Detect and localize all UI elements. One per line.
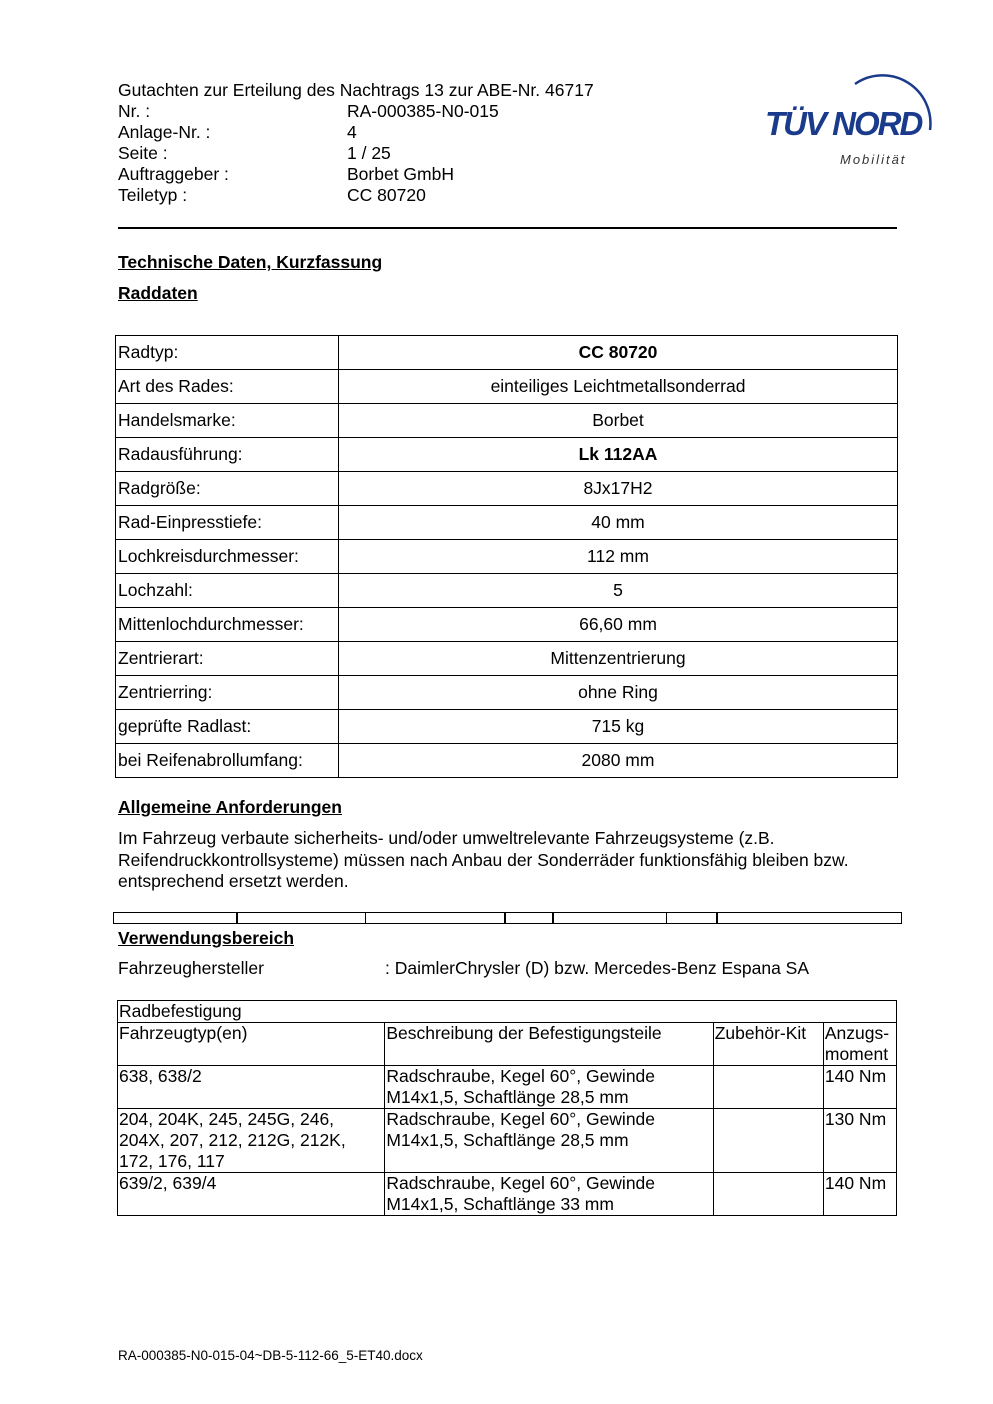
table-title-row (118, 1001, 897, 1023)
header-label: Teiletyp : (118, 185, 188, 205)
header-value: RA-000385-N0-015 (347, 101, 499, 121)
cell-torque: 140 Nm (823, 1173, 896, 1216)
column-header: Anzugs-moment (823, 1023, 896, 1066)
row-value: einteiliges Leichtmetallsonderrad (339, 370, 898, 404)
table-row (116, 336, 898, 370)
row-label: Art des Rades: (116, 370, 339, 404)
cell-kit (713, 1173, 823, 1216)
header-row-teiletyp (118, 185, 658, 206)
column-header: Fahrzeugtyp(en) (118, 1023, 385, 1066)
logo-wordmark: TÜV NORD (765, 105, 922, 142)
table-row (116, 574, 898, 608)
section-verwendungsbereich: Verwendungsbereich (118, 928, 295, 948)
strip-tick (365, 913, 366, 923)
row-label: Zentrierring: (116, 676, 339, 710)
strip-tick (552, 913, 554, 923)
document-title: Gutachten zur Erteilung des Nachtrags 13 zur ABE-Nr. 46717 (118, 80, 594, 100)
row-value: 40 mm (339, 506, 898, 540)
cell-kit (713, 1109, 823, 1173)
cell-torque: 140 Nm (823, 1066, 896, 1109)
row-value: CC 80720 (339, 336, 898, 370)
radbefestigung-table (117, 1000, 897, 1216)
fahrzeughersteller-row (118, 958, 809, 979)
strip-tick (716, 913, 718, 923)
header-label: Auftraggeber : (118, 164, 229, 184)
section-allgemeine-anforderungen: Allgemeine Anforderungen (118, 797, 342, 817)
row-label: Mittenlochdurchmesser: (116, 608, 339, 642)
wheel-data-table (115, 335, 898, 778)
fahrzeughersteller-value: : DaimlerChrysler (D) bzw. Mercedes-Benz Espana SA (385, 958, 810, 978)
table-row (116, 540, 898, 574)
table-title: Radbefestigung (118, 1001, 897, 1023)
row-value: Borbet (339, 404, 898, 438)
table-row (118, 1066, 897, 1109)
table-row (116, 710, 898, 744)
cell-description: Radschraube, Kegel 60°, Gewinde M14x1,5, Schaftlänge 33 mm (385, 1173, 713, 1216)
footer-filename: RA-000385-N0-015-04~DB-5-112-66_5-ET40.docx (118, 1348, 423, 1363)
header-row-nr (118, 101, 658, 122)
table-row (118, 1109, 897, 1173)
header-value: CC 80720 (347, 185, 426, 205)
row-value: 66,60 mm (339, 608, 898, 642)
table-row (116, 744, 898, 778)
table-row (116, 438, 898, 472)
header-label: Seite : (118, 143, 168, 163)
table-row (116, 608, 898, 642)
table-row (116, 676, 898, 710)
row-value: Mittenzentrierung (339, 642, 898, 676)
row-value: 2080 mm (339, 744, 898, 778)
row-label: geprüfte Radlast: (116, 710, 339, 744)
section-technische-daten: Technische Daten, Kurzfassung (118, 252, 383, 272)
logo-subtitle: Mobilität (840, 152, 907, 167)
table-row (116, 506, 898, 540)
cell-types: 639/2, 639/4 (118, 1173, 385, 1216)
header-row-auftraggeber (118, 164, 658, 185)
strip-tick (666, 913, 667, 923)
separator-strip (113, 912, 902, 924)
row-label: Lochzahl: (116, 574, 339, 608)
cell-kit (713, 1066, 823, 1109)
allgemeine-paragraph: Im Fahrzeug verbaute sicherheits- und/oder umweltrelevante Fahrzeugsysteme (z.B. Reifendruckkontrollsysteme) müssen nach Anbau der Sonderräder funktionsfähig bleiben bzw. entsprechend ersetzt werden. (118, 828, 849, 891)
row-value: ohne Ring (339, 676, 898, 710)
header-divider (118, 227, 897, 229)
strip-tick (236, 913, 238, 923)
row-label: Radgröße: (116, 472, 339, 506)
cell-types: 638, 638/2 (118, 1066, 385, 1109)
cell-types: 204, 204K, 245, 245G, 246, 204X, 207, 212, 212G, 212K, 172, 176, 117 (118, 1109, 385, 1173)
row-label: Rad-Einpresstiefe: (116, 506, 339, 540)
header-value: Borbet GmbH (347, 164, 454, 184)
row-value: 5 (339, 574, 898, 608)
header-value: 1 / 25 (347, 143, 391, 163)
cell-torque: 130 Nm (823, 1109, 896, 1173)
table-row (116, 404, 898, 438)
header-label: Anlage-Nr. : (118, 122, 211, 142)
row-value: Lk 112AA (339, 438, 898, 472)
document-header (118, 80, 658, 206)
table-row (118, 1173, 897, 1216)
cell-description: Radschraube, Kegel 60°, Gewinde M14x1,5, Schaftlänge 28,5 mm (385, 1109, 713, 1173)
row-label: bei Reifenabrollumfang: (116, 744, 339, 778)
strip-tick (504, 913, 506, 923)
table-header-row (118, 1023, 897, 1066)
header-label: Nr. : (118, 101, 151, 121)
fahrzeughersteller-label: Fahrzeughersteller (118, 958, 264, 978)
column-header: Beschreibung der Befestigungsteile (385, 1023, 713, 1066)
tuv-nord-logo (760, 58, 960, 178)
table-row (116, 642, 898, 676)
row-label: Radausführung: (116, 438, 339, 472)
cell-description: Radschraube, Kegel 60°, Gewinde M14x1,5, Schaftlänge 28,5 mm (385, 1066, 713, 1109)
column-header: Zubehör-Kit (713, 1023, 823, 1066)
row-label: Zentrierart: (116, 642, 339, 676)
header-value: 4 (347, 122, 357, 142)
header-row-seite (118, 143, 658, 164)
table-row (116, 472, 898, 506)
row-label: Radtyp: (116, 336, 339, 370)
section-raddaten: Raddaten (118, 283, 198, 303)
table-row (116, 370, 898, 404)
row-label: Handelsmarke: (116, 404, 339, 438)
row-value: 112 mm (339, 540, 898, 574)
row-value: 715 kg (339, 710, 898, 744)
row-value: 8Jx17H2 (339, 472, 898, 506)
header-row-anlage (118, 122, 658, 143)
row-label: Lochkreisdurchmesser: (116, 540, 339, 574)
